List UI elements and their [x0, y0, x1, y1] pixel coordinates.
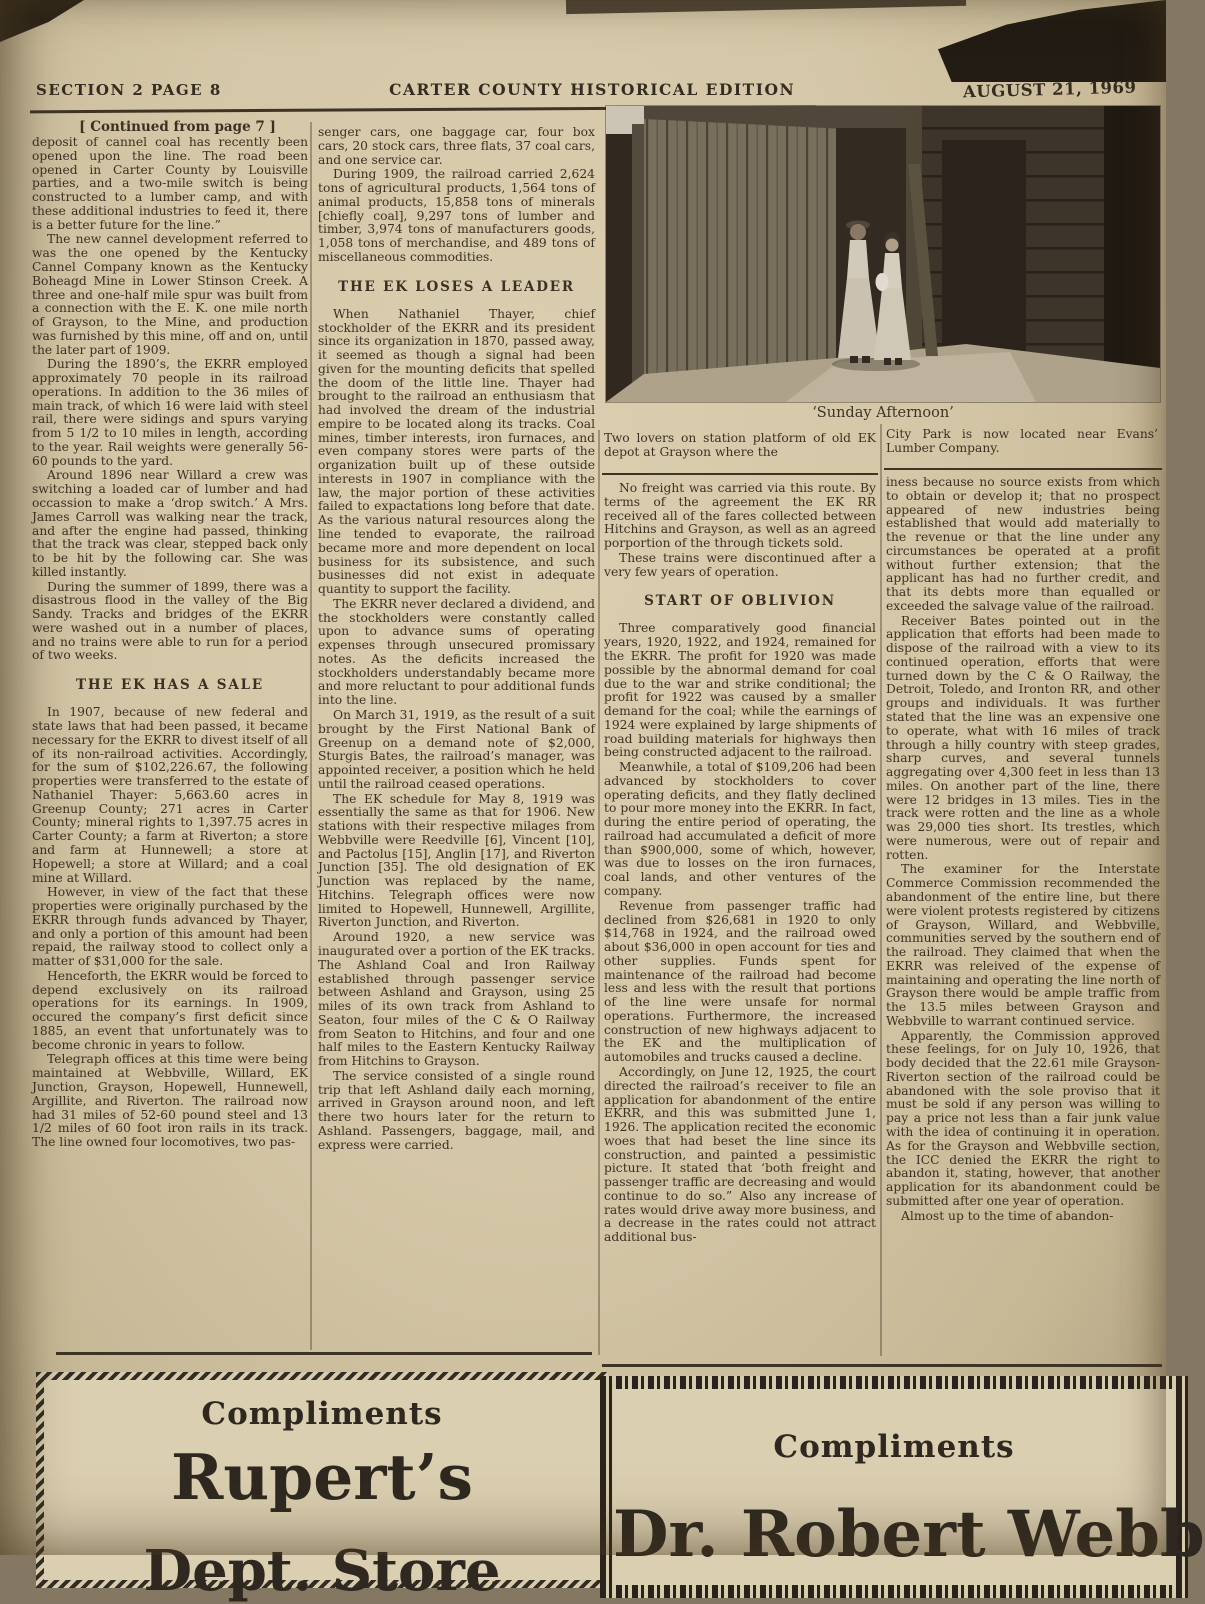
- paragraph: deposit of cannel coal has recently been opened upon the line. The road been opened in Carter County by Louisville parties, and a two-mile switch is being constructed to a lumber camp, and with these additional industries to feed it, there is a better future for the line.”: [32, 135, 308, 232]
- paragraph: During the summer of 1899, there was a disastrous flood in the valley of the Big Sandy. Tracks and bridges of the EKRR were washed out in a number of places, and no trains were able to run for a period of two weeks.: [32, 579, 308, 663]
- paragraph: These trains were discontinued after a very few years of operation.: [604, 550, 876, 579]
- article-column-4: [886, 476, 1160, 1224]
- edition-title: CARTER COUNTY HISTORICAL EDITION: [389, 80, 796, 99]
- paragraph: Meanwhile, a total of $109,206 had been advanced by stockholders to cover operating deficits, and they flatly declined to pour more money into the EKRR. In fact, during the entire period of operating, the railroad had accumulated a deficit of more than $900,000, some of which, however, was due to losses on the iron furnaces, coal lands, and other ventures of the company.: [604, 760, 876, 899]
- depot-photo: [606, 106, 1160, 402]
- photo-caption-right: City Park is now located near Evans’ Lumber Company.: [886, 427, 1158, 456]
- continued-from-note: [ Continued from page 7 ]: [79, 119, 276, 135]
- paragraph: The examiner for the Interstate Commerce Commission recommended the abandonment of the entire line, but there were violent protests registered by citizens of Grayson, Willard, and Webbville, communities served by the southern end of the railroad. They claimed that when the EKRR was releived of the expense of maintaining and operating the line north of Grayson there would be ample traffic from the 13.5 miles between Grayson and Webbville to warrant continued service.: [886, 862, 1160, 1028]
- ad-compliments-label: Compliments: [773, 1429, 1015, 1465]
- paragraph: Accordingly, on June 12, 1925, the court directed the railroad’s receiver to file an application for abandonment of the entire EKRR, and this was submitted June 1, 1926. The application recited the economic woes that had beset the line since its construction, and painted a pessimistic picture. It stated that ‘both freight and passenger traffic are decreasing and would continue to do so.” Also any increase of rates would drive away more business, and a decrease in the rates could not attract additional bus-: [604, 1064, 876, 1245]
- paragraph: No freight was carried via this route. By terms of the agreement the EK RR received all of the fares collected between Hitchins and Grayson, as well as an agreed porportion of the through tickets sold.: [604, 481, 876, 551]
- section-heading-ek-has-a-sale: THE EK HAS A SALE: [76, 677, 264, 694]
- caption-rule: [884, 468, 1162, 470]
- paragraph: On March 31, 1919, as the result of a suit brought by the First National Bank of Greenup on a demand note of $2,000, Sturgis Bates, the railroad’s manager, was appointed receiver, a position which he held until the railroad ceased operations.: [318, 707, 595, 791]
- column-divider: [598, 430, 600, 1355]
- paragraph: Henceforth, the EKRR would be forced to depend exclusively on its railroad operations for its earnings. In 1909, occured the company’s first deficit since 1885, an event that unfortunately was to become chronic in years to follow.: [32, 968, 308, 1052]
- paragraph: senger cars, one baggage car, four box cars, 20 stock cars, three flats, 37 coal cars, and one service car.: [318, 125, 595, 167]
- ad-compliments-label: Compliments: [201, 1396, 443, 1432]
- depot-photo-illustration: [606, 106, 1160, 402]
- section-page-label: SECTION 2 PAGE 8: [36, 81, 222, 99]
- paragraph: When Nathaniel Thayer, chief stockholder of the EKRR and its president since its organization in 1870, passed away, it seemed as though a signal had been given for the mounting deficits that spelled the doom of the little line. Thayer had brought to the railroad an enthusiasm that had involved the dream of the industrial empire to be located along its tracks. Coal mines, timber interests, iron furnaces, and even company stores were parts of the organization built up of these outside interests in 1907 in compliance with the law, the major portion of these activities failed to expactations long before that date. As the various natural resources along the line tended to evaporate, the railroad became more and more dependent on local business for its subsistence, and such businesses did not exist in adequate quantity to support the facility.: [318, 306, 595, 597]
- paragraph: Telegraph offices at this time were being maintained at Webbville, Willard, EK Junction, Grayson, Hopewell, Hunnewell, Argillite, and Riverton. The railroad now had 31 miles of 52-60 pound steel and 13 1/2 miles of 60 foot iron rails in its track. The line owned four locomotives, two pas-: [32, 1052, 308, 1150]
- section-heading-start-of-oblivion: START OF OBLIVION: [644, 593, 836, 610]
- paragraph: The service consisted of a single round trip that left Ashland daily each morning, arrived in Grayson around noon, and left there two hours later for the return to Ashland. Passengers, baggage, mail, and express were carried.: [318, 1068, 595, 1152]
- article-column-3: [604, 482, 876, 1246]
- scan-shadow-top-edge: [566, 0, 966, 14]
- photo-caption-title: ‘Sunday Afternoon’: [812, 405, 954, 421]
- paragraph: Around 1896 near Willard a crew was switching a loaded car of lumber and had occassion to make a ‘drop switch.’ A Mrs. James Carroll was walking near the track, and after the engine had passed, thinking that the track was clear, stepped back only to be hit by the following car. She was killed instantly.: [32, 468, 308, 579]
- ad-advertiser-subtitle: Dept. Store: [143, 1538, 501, 1604]
- paragraph: Almost up to the time of abandon-: [901, 1208, 1114, 1223]
- paragraph: Revenue from passenger traffic had declined from $26,681 in 1920 to only $14,768 in 1924, and the railroad owed about $36,000 in open account for ties and other supplies. Funds spent for maintenance of the railroad had become less and less with the result that portions of the line were unsafe for normal operations. Furthermore, the increased construction of new highways adjacent to the EK and the multiplication of automobiles and trucks caused a decline.: [604, 898, 876, 1065]
- masthead: [36, 77, 1137, 102]
- paragraph: iness because no source exists from which to obtain or develop it; that no prospect appeared of new industries being established that would add materially to the revenue or that the line under any circumstances be operated at a profit without further extension; that the applicant has had no further credit, and that its debts more than equalled or exceeded the salvage value of the railroad.: [886, 475, 1160, 613]
- section-heading-ek-loses-a-leader: THE EK LOSES A LEADER: [338, 278, 575, 295]
- column-divider: [310, 122, 312, 1350]
- photo-caption-left: Two lovers on station platform of old EK depot at Grayson where the: [604, 431, 876, 460]
- date-label: AUGUST 21, 1969: [962, 77, 1137, 102]
- article-bottom-rule: [56, 1352, 592, 1355]
- paragraph: Three comparatively good financial years, 1920, 1922, and 1924, remained for the EKRR. The profit for 1920 was made possible by the abnormal demand for coal due to the war and strike conditional; the profit for 1922 was caused by a smaller demand for the coal; while the earnings of 1924 were explained by large shipments of road building materials for highways then being constructed adjacent to the railroad.: [604, 621, 876, 760]
- paragraph: During the 1890’s, the EKRR employed approximately 70 people in its railroad operations. In addition to the 36 miles of main track, of which 16 were laid with steel rail, there were sidings and spurs varying from 5 1/2 to 10 miles in length, according to the year. Rail weights were generally 56-60 pounds to the yard.: [32, 357, 308, 468]
- article-column-1: [32, 120, 308, 1151]
- ad-advertiser-name: Dr. Robert Webb: [613, 1497, 1205, 1572]
- scan-shadow-top-right: [938, 0, 1166, 82]
- scan-shadow-top-left: [0, 0, 84, 42]
- column-divider: [880, 424, 882, 1356]
- caption-rule: [602, 473, 878, 475]
- paragraph: During 1909, the railroad carried 2,624 tons of agricultural products, 1,564 tons of animal products, 15,858 tons of minerals [chiefly coal], 9,297 tons of lumber and timber, 3,974 tons of manufacturers goods, 1,058 tons of merchandise, and 489 tons of miscellaneous commodities.: [318, 167, 595, 264]
- article-bottom-rule: [602, 1364, 1162, 1367]
- ad-advertiser-name: Rupert’s: [171, 1440, 473, 1514]
- paragraph: Apparently, the Commission approved these feelings, for on July 10, 1926, that body decided that the 22.61 mile Grayson-Riverton section of the railroad could be abandoned with the sole proviso that it must be sold if any person was willing to pay a price not less than a fair junk value with the idea of continuing it in operation. As for the Grayson and Webbville section, the ICC denied the EKRR the right to abandon it, stating, however, that another application for its abandonment could be submitted after one year of operation.: [886, 1028, 1160, 1208]
- ad-ruperts-dept-store: [36, 1372, 608, 1604]
- paragraph: The EKRR never declared a dividend, and the stockholders were constantly called upon to advance sums of operating expenses through unsecured promissary notes. As the deficits increased the stockholders understandably became more and more reluctant to pour additional funds into the line.: [318, 596, 595, 708]
- paragraph: The new cannel development referred to was the one opened by the Kentucky Cannel Company known as the Kentucky Boheagd Mine in Lower Stinson Creek. A three and one-half mile spur was built from a connection with the E. K. one mile north of Grayson, to the Mine, and production was furnished by this mine, off and on, until the later part of 1909.: [32, 232, 308, 357]
- article-column-2: [318, 126, 595, 1153]
- ad-dr-robert-webb: [600, 1376, 1205, 1598]
- paragraph: Around 1920, a new service was inaugurated over a portion of the EK tracks. The Ashland Coal and Iron Railway established through passenger service between Ashland and Grayson, using 25 miles of its own track from Ashland to Seaton, four miles of the C & O Railway from Seaton to Hitchins, and four and one half miles to the Eastern Kentucky Railway from Hitchins to Grayson.: [318, 930, 595, 1069]
- paragraph: Receiver Bates pointed out in the application that efforts had been made to dispose of the railroad with a view to its continued operation, efforts that were turned down by the C & O Railway, the Detroit, Toledo, and Ironton RR, and other groups and individuals. It was further stated that the line was an expensive one to operate, what with 16 miles of track through a hilly country with steep grades, sharp curves, and several tunnels aggregating over 4,300 feet in less than 13 miles. On another part of the line, there were 12 bridges in 13 miles. Ties in the track were rotten and the line as a whole was 29,000 ties short. Its trestles, which were numerous, were out of repair and rotten.: [886, 613, 1160, 862]
- paragraph: In 1907, because of new federal and state laws that had been passed, it became necessary for the EKRR to divest itself of all of its non-railroad activities. Accordingly, for the sum of $102,226.67, the following properties were transferred to the estate of Nathaniel Thayer: 5,663.60 acres in Greenup County; 271 acres in Carter County; mineral rights to 1,397.75 acres in Carter County; a farm at Riverton; a store and farm at Hunnewell; a store at Hopewell; a store at Willard; and a coal mine at Willard.: [32, 705, 308, 885]
- paragraph: However, in view of the fact that these properties were originally purchased by the EKRR through funds advanced by Thayer, and only a portion of this amount had been repaid, the railway stood to collect only a matter of $31,000 for the sale.: [32, 885, 308, 969]
- paragraph: The EK schedule for May 8, 1919 was essentially the same as that for 1906. New stations with their respective milages from Webbville were Reedville [6], Vincent [10], and Pactolus [15], Anglin [17], and Riverton Junction [35]. The old designation of EK Junction was replaced by the name, Hitchins. Telegraph offices were now limited to Hopewell, Hunnewell, Argillite, Riverton Junction, and Riverton.: [318, 791, 595, 930]
